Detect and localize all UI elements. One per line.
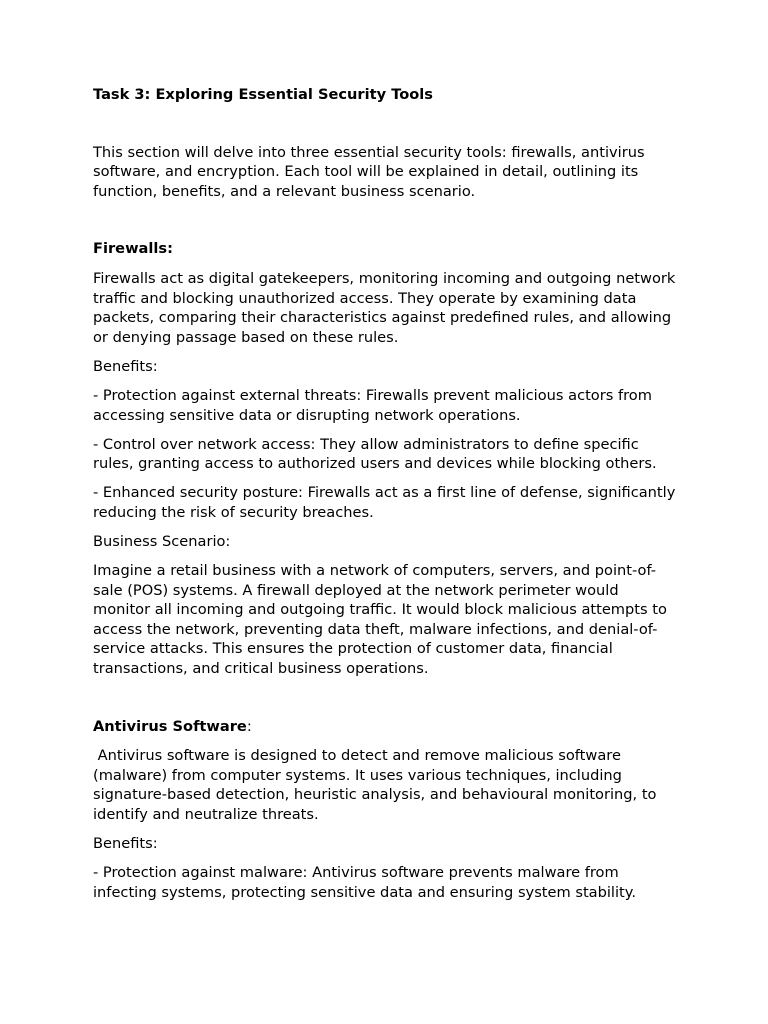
antivirus-benefits-label: Benefits: bbox=[93, 835, 158, 853]
antivirus-description: Antivirus software is designed to detect and remove malicious software (malware) from computer systems. It uses various techniques, including signature-based detection, heuristic analysis, and behavioural monitoring, to identify and neutralize threats. bbox=[93, 747, 662, 824]
firewalls-scenario-label: Business Scenario: bbox=[93, 533, 231, 550]
document-title: Task 3: Exploring Essential Security Tools bbox=[93, 86, 433, 103]
firewalls-description: Firewalls act as digital gatekeepers, monitoring incoming and outgoing network traffic and blocking unauthorized access. They operate by examining data packets, comparing their characteristics against predefined rules, and allowing or denying passage based on these rules. bbox=[93, 269, 676, 346]
intro-paragraph: This section will delve into three essential security tools: firewalls, antivirus software, and encryption. Each tool will be explained in detail, outlining its function, benefits, and a relevant business scenario. bbox=[93, 143, 645, 200]
firewalls-benefit-item: - Control over network access: They allow administrators to define specific rules, granting access to authorized users and devices while blocking others. bbox=[93, 435, 657, 473]
firewalls-heading-text: Firewalls: bbox=[93, 240, 173, 258]
firewalls-benefits-label: Benefits: bbox=[93, 357, 158, 375]
firewalls-heading bbox=[93, 239, 678, 259]
antivirus-heading-colon: : bbox=[246, 717, 252, 735]
firewalls-benefit-item: - Enhanced security posture: Firewalls act as a first line of defense, significantly reducing the risk of security breaches. bbox=[93, 484, 676, 521]
firewalls-benefit-item: - Protection against external threats: Firewalls prevent malicious actors from accessing sensitive data or disrupting network operations. bbox=[93, 386, 652, 424]
firewalls-scenario: Imagine a retail business with a network of computers, servers, and point-of-sale (POS) systems. A firewall deployed at the network perimeter would monitor all incoming and outgoing traffic. It would block malicious attempts to access the network, preventing data theft, malware infections, and denial-of-service attacks. This ensures the protection of customer data, financial transactions, and critical business operations. bbox=[93, 562, 667, 678]
document-page bbox=[93, 85, 678, 912]
antivirus-heading bbox=[93, 717, 678, 737]
antivirus-heading-text: Antivirus Software bbox=[93, 717, 247, 735]
antivirus-benefit-item: - Protection against malware: Antivirus software prevents malware from infecting systems, protecting sensitive data and ensuring system stability. bbox=[93, 864, 636, 901]
